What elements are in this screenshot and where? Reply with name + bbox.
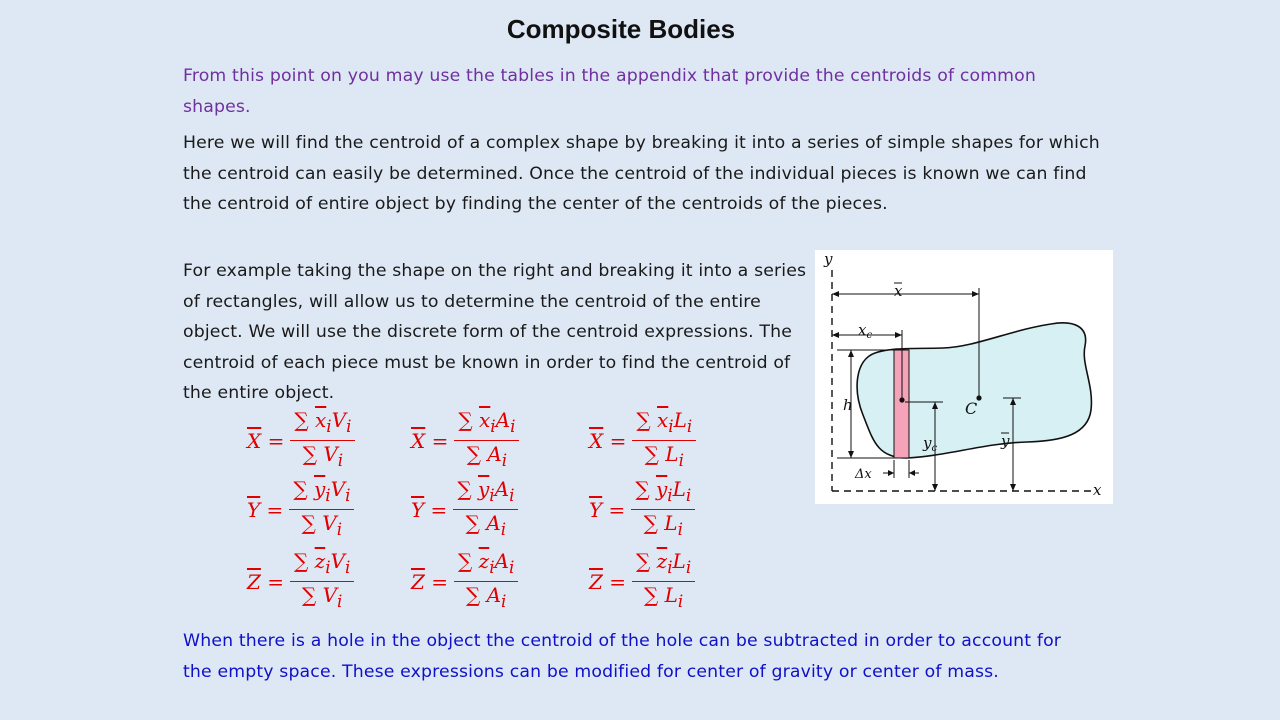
formula-numerator: ∑ $\overline{y}_iA_i$ — [453, 476, 518, 510]
y-axis-label: y — [824, 250, 833, 268]
formula-numerator: ∑ $\overline{y}_iV_i$ — [289, 476, 354, 510]
centroid-formula-y-length — [589, 476, 695, 543]
formula-lhs: $\overline{X}$ = — [411, 428, 449, 453]
formula-fraction — [454, 548, 518, 615]
centroid-formula-y-volume — [247, 476, 354, 543]
formula-fraction — [453, 476, 518, 543]
xc-label: $x_c$ — [858, 321, 873, 341]
centroid-formula-x-length — [589, 407, 696, 474]
formula-denominator: ∑ $V_i$ — [301, 583, 343, 611]
formula-numerator: ∑ $\overline{x}_iL_i$ — [632, 407, 696, 441]
formula-denominator: ∑ $V_i$ — [302, 442, 344, 470]
formula-numerator: ∑ $\overline{z}_iA_i$ — [454, 548, 518, 582]
centroid-formula-z-length — [589, 548, 695, 615]
formula-fraction — [454, 407, 519, 474]
formula-lhs: $\overline{Z}$ = — [589, 569, 627, 594]
example-paragraph: For example taking the shape on the right and breaking it into a series of rectangles, will allow us to determine the centroid of the entire object. We will use the discrete form of the centroid expressions. The centroid of each piece must be known in order to find the centroid of the entire object. — [183, 261, 807, 403]
intro-paragraph: From this point on you may use the tables in the appendix that provide the centroids of common shapes. — [183, 66, 1036, 117]
formula-lhs: $\overline{Z}$ = — [247, 569, 285, 594]
formula-denominator: ∑ $L_i$ — [644, 442, 684, 470]
dx-label: Δx — [855, 467, 872, 482]
centroid-formula-y-area — [411, 476, 518, 543]
formula-lhs: $\overline{Y}$ = — [589, 497, 626, 522]
hole-note-paragraph: When there is a hole in the object the centroid of the hole can be subtracted in order to account for the empty space. These expressions can be modified for center of gravity or center of mass. — [183, 631, 1062, 682]
x-axis-label: x — [1093, 481, 1102, 499]
formula-denominator: ∑ $V_i$ — [301, 511, 343, 539]
formula-numerator: ∑ $\overline{x}_iV_i$ — [290, 407, 355, 441]
h-label: h — [843, 396, 853, 414]
centroid-formula-x-area — [411, 407, 519, 474]
xbar-label: x — [894, 282, 903, 300]
formula-denominator: ∑ $A_i$ — [465, 583, 507, 611]
ybar-label: y — [1001, 432, 1010, 450]
centroid-figure — [815, 250, 1113, 504]
formula-lhs: $\overline{Y}$ = — [411, 497, 448, 522]
strip-centroid-dot — [899, 397, 904, 402]
page-title: Composite Bodies — [506, 14, 736, 44]
formula-numerator: ∑ $\overline{y}_iL_i$ — [631, 476, 695, 510]
centroid-formula-x-volume — [247, 407, 355, 474]
method-paragraph: Here we will find the centroid of a complex shape by breaking it into a series of simple shapes for which the centroid can easily be determined. Once the centroid of the individual pieces is known we can find the centroid of entire object by finding the center of the centroids of the pieces. — [183, 133, 1100, 214]
formula-lhs: $\overline{Y}$ = — [247, 497, 284, 522]
formula-denominator: ∑ $A_i$ — [466, 442, 508, 470]
centroid-formula-z-volume — [247, 548, 354, 615]
yc-label: $y_c$ — [923, 434, 938, 454]
formula-fraction — [631, 476, 695, 543]
formula-lhs: $\overline{X}$ = — [589, 428, 627, 453]
formula-fraction — [290, 548, 354, 615]
formula-fraction — [632, 548, 695, 615]
formula-fraction — [632, 407, 696, 474]
formula-lhs: $\overline{Z}$ = — [411, 569, 449, 594]
formula-numerator: ∑ $\overline{z}_iV_i$ — [290, 548, 354, 582]
centroid-diagram — [815, 250, 1113, 504]
formula-denominator: ∑ $L_i$ — [643, 583, 684, 611]
centroid-formula-z-area — [411, 548, 518, 615]
formula-numerator: ∑ $\overline{x}_iA_i$ — [454, 407, 519, 441]
composite-shape — [857, 323, 1091, 458]
formula-fraction — [289, 476, 354, 543]
formula-lhs: $\overline{X}$ = — [247, 428, 285, 453]
formula-denominator: ∑ $L_i$ — [643, 511, 683, 539]
formula-denominator: ∑ $A_i$ — [465, 511, 507, 539]
centroid-label: C — [965, 399, 978, 418]
formula-numerator: ∑ $\overline{z}_iL_i$ — [632, 548, 695, 582]
formula-fraction — [290, 407, 355, 474]
